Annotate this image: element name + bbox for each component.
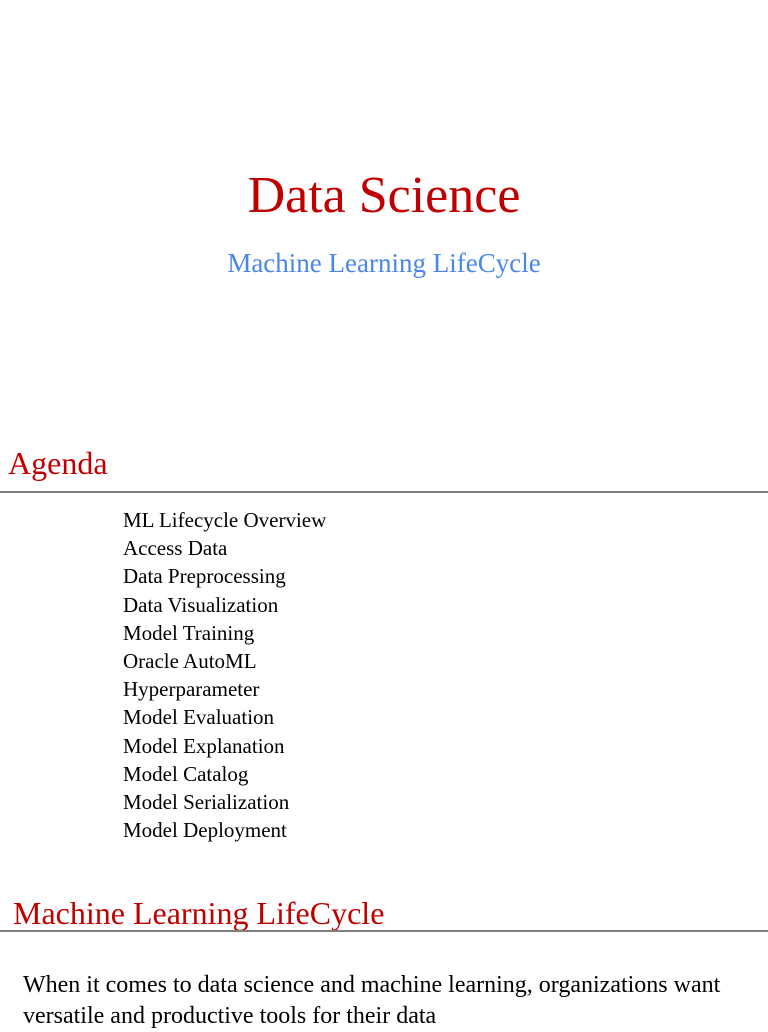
agenda-item: Hyperparameter (123, 677, 260, 702)
agenda-item: Model Training (123, 620, 255, 645)
agenda-item: Access Data (123, 536, 228, 561)
agenda-item: Data Visualization (123, 592, 279, 617)
agenda-item: Model Deployment (123, 818, 287, 843)
agenda-item: Model Explanation (123, 733, 285, 758)
document-title: Data Science (247, 167, 521, 224)
agenda-item: Model Serialization (123, 790, 290, 815)
agenda-item: Model Evaluation (123, 705, 275, 730)
agenda-item: Oracle AutoML (123, 649, 257, 674)
document-subtitle: Machine Learning LifeCycle (227, 248, 541, 278)
section-divider (0, 930, 768, 932)
agenda-divider (0, 491, 768, 493)
agenda-item: Model Catalog (123, 761, 249, 786)
agenda-list (123, 506, 326, 844)
agenda-heading: Agenda (8, 445, 108, 481)
agenda-item: Data Preprocessing (123, 564, 286, 589)
section-body-text: When it comes to data science and machine learning, organizations want versatile and productive tools for their data (23, 972, 721, 1029)
section-heading: Machine Learning LifeCycle (13, 895, 385, 931)
agenda-item: ML Lifecycle Overview (123, 508, 327, 532)
